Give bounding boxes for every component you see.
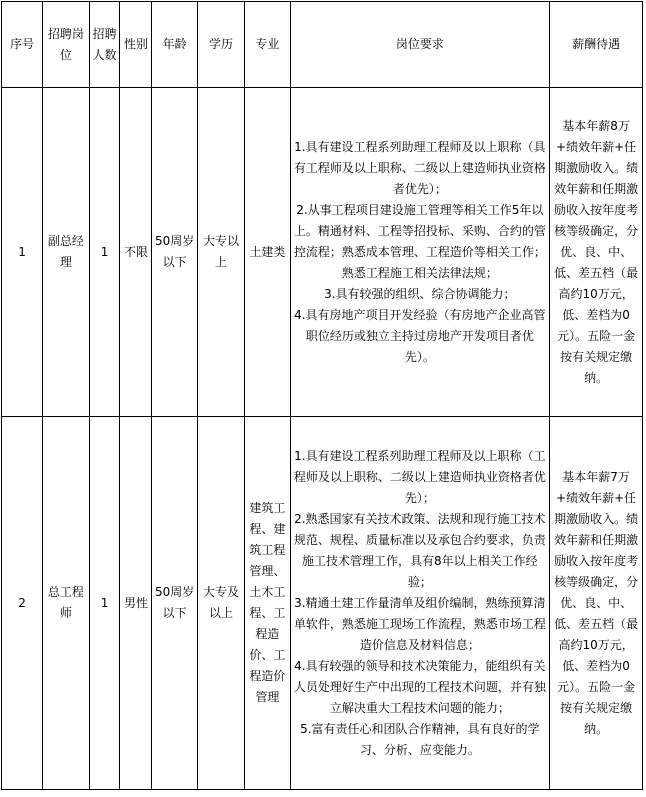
recruitment-table	[1, 1, 643, 790]
requirement-item: 5.富有责任心和团队合作精神，具有良好的学习、分析、应变能力。	[300, 721, 540, 757]
table-row	[2, 417, 643, 790]
header-count: 招聘人数	[89, 2, 120, 88]
requirement-item: 2.从事工程项目建设施工管理等相关工作5年以上。精通材料、工程等招投标、采购、合约的管控流程；熟悉成本管理、工程造价等相关工作；熟悉工程施工相关法律法规；	[293, 202, 546, 280]
cell-gender: 不限	[120, 88, 152, 417]
cell-education: 大专以上	[197, 88, 244, 417]
header-major: 专业	[245, 2, 290, 88]
cell-seq: 2	[2, 417, 43, 790]
cell-age: 50周岁以下	[152, 88, 197, 417]
requirement-item: 3.具有较强的组织、综合协调能力；	[324, 286, 516, 301]
cell-requirements	[290, 417, 550, 790]
requirement-item: 1.具有建设工程系列助理工程师及以上职称（工程师及以上职称、二级以上建造师执业资格者优先）；	[293, 448, 546, 505]
requirement-item: 4.具有房地产项目开发经验（有房地产企业高管职位经历或独立主持过房地产开发项目者优先）。	[294, 307, 546, 364]
cell-position: 总工程师	[43, 417, 89, 790]
header-seq: 序号	[2, 2, 43, 88]
requirement-item: 3.精通土建工作量清单及组价编制，熟练预算清单软件，熟悉施工现场工作流程，熟悉市场工程造价信息及材料信息；	[293, 595, 546, 652]
cell-major: 土建类	[245, 88, 290, 417]
table-row	[2, 88, 643, 417]
requirement-item: 1.具有建设工程系列助理工程师及以上职称（具有工程师及以上职称、二级以上建造师执业资格者优先）；	[293, 139, 546, 196]
cell-count: 1	[89, 417, 120, 790]
header-position: 招聘岗位	[43, 2, 89, 88]
header-requirements: 岗位要求	[290, 2, 550, 88]
requirement-item: 4.具有较强的领导和技术决策能力，能组织有关人员处理好生产中出现的工程技术问题，并有独立解决重大工程技术问题的能力；	[293, 658, 546, 715]
cell-salary: 基本年薪8万+绩效年薪+任期激励收入。绩效年薪和任期激励收入按年度考核等级确定，分优、良、中、低、差五档（最高约10万元，低、差档为0元）。五险一金按有关规定缴纳。	[550, 88, 643, 417]
cell-seq: 1	[2, 88, 43, 417]
header-age: 年龄	[152, 2, 197, 88]
header-row	[2, 2, 643, 88]
header-education: 学历	[197, 2, 244, 88]
cell-salary: 基本年薪7万+绩效年薪+任期激励收入。绩效年薪和任期激励收入按年度考核等级确定，分优、良、中、低、差五档（最高约10万元，低、差档为0元）。五险一金按有关规定缴纳。	[550, 417, 643, 790]
cell-gender: 男性	[120, 417, 152, 790]
cell-position: 副总经理	[43, 88, 89, 417]
cell-age: 50周岁以下	[152, 417, 197, 790]
cell-count: 1	[89, 88, 120, 417]
cell-requirements	[290, 88, 550, 417]
header-salary: 薪酬待遇	[550, 2, 643, 88]
requirement-item: 2.熟悉国家有关技术政策、法规和现行施工技术规范、规程、质量标准以及承包合约要求，负责施工技术管理工作，具有8年以上相关工作经验；	[293, 511, 546, 589]
cell-major: 建筑工程、建筑工程管理、土木工程、工程造价、工程造价管理	[245, 417, 290, 790]
header-gender: 性别	[120, 2, 152, 88]
cell-education: 大专及以上	[197, 417, 244, 790]
